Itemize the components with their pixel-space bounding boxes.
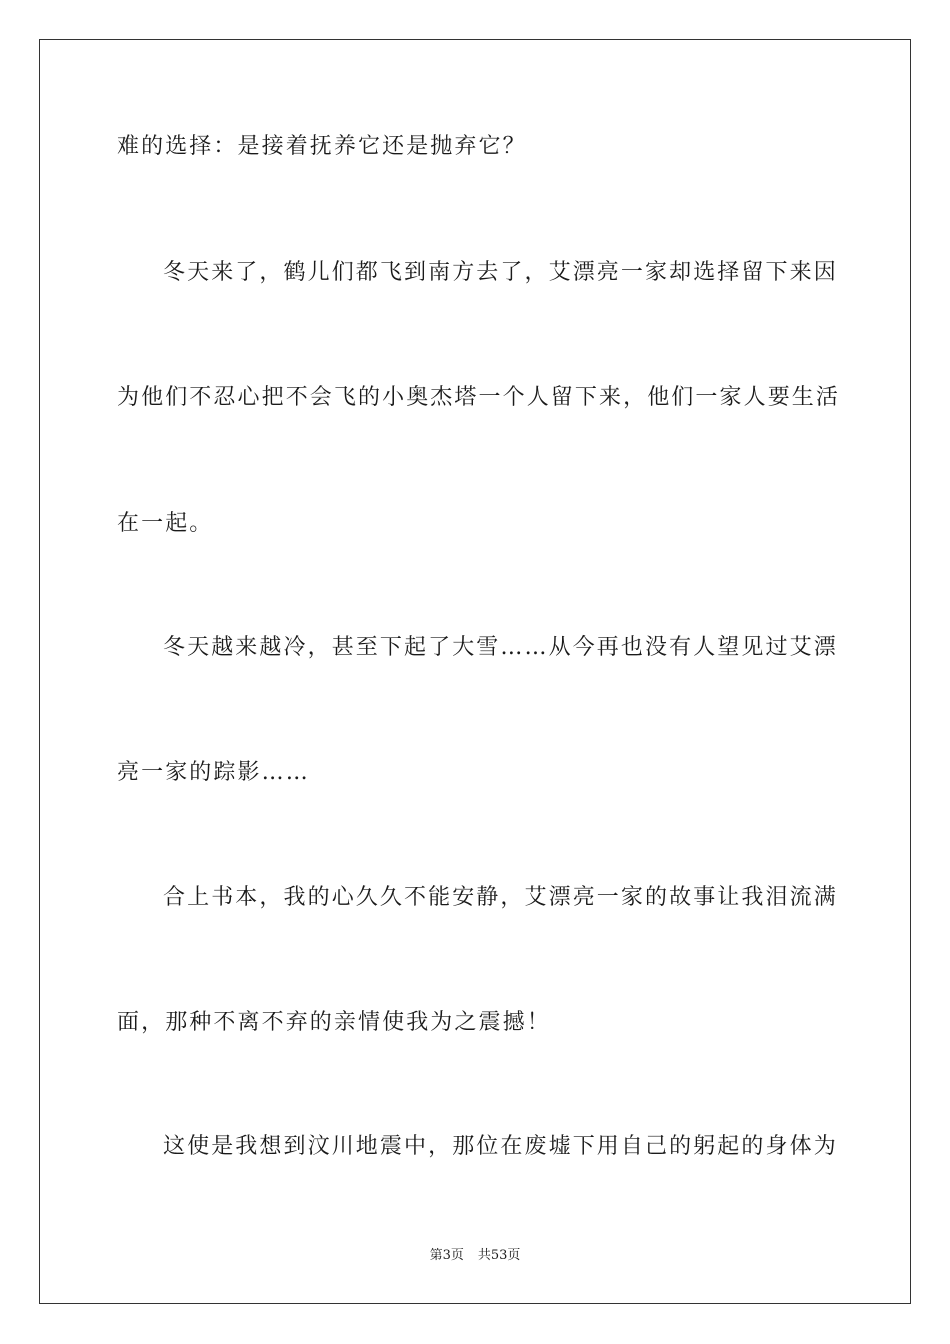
page-number: 第3页: [429, 1248, 464, 1263]
page-border: [39, 39, 911, 1304]
paragraph-first-line: 冬天来了，鹤儿们都飞到南方去了，艾漂亮一家却选择留下来因: [163, 260, 838, 285]
paragraph-first-line: 这使是我想到汶川地震中，那位在废墟下用自己的躬起的身体为: [163, 1134, 838, 1159]
page-footer: [0, 1247, 950, 1265]
page-total: 共53页: [477, 1248, 521, 1263]
paragraph-first-line: 冬天越来越冷，甚至下起了大雪……从今再也没有人望见过艾漂: [163, 635, 838, 660]
text-line: 亮一家的踪影……: [117, 760, 310, 785]
paragraph-first-line: 合上书本，我的心久久不能安静，艾漂亮一家的故事让我泪流满: [163, 885, 838, 910]
text-line: 面，那种不离不弃的亲情使我为之震撼！: [117, 1010, 551, 1035]
text-line: 为他们不忍心把不会飞的小奥杰塔一个人留下来，他们一家人要生活: [117, 385, 841, 410]
text-line: 在一起。: [117, 511, 214, 536]
text-line: 难的选择：是接着抚养它还是抛弃它？: [117, 134, 527, 159]
